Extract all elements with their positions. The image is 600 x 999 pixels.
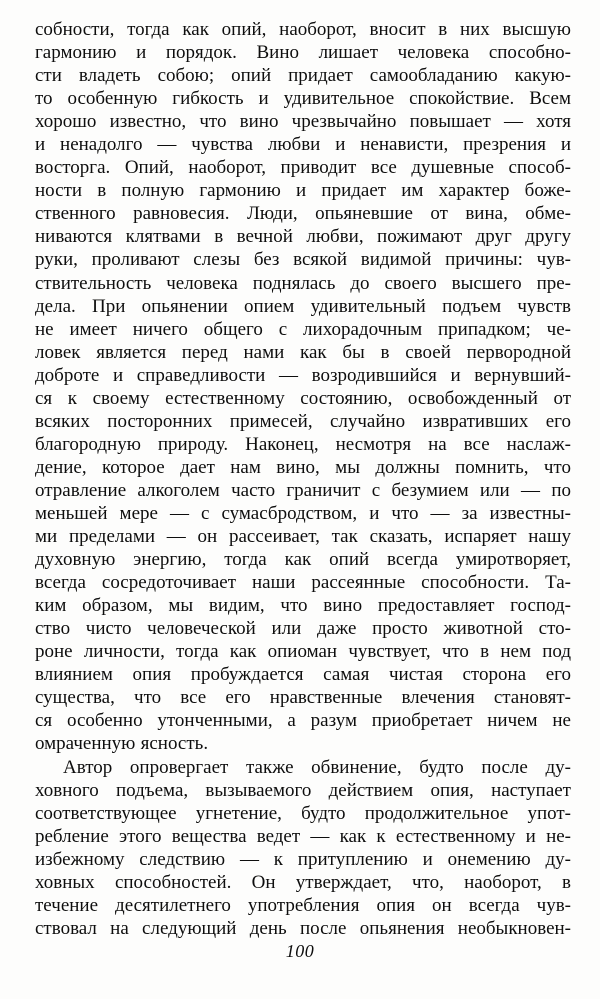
text-line: ким образом, мы видим, что вино предоставляет господ- bbox=[35, 595, 571, 617]
text-line: собности, тогда как опий, наоборот, вносит в них высшую bbox=[35, 19, 571, 40]
text-line: духовную энергию, тогда как опий всегда умиротворяет, bbox=[35, 549, 571, 571]
text-line: соответствующее угнетение, будто продолжительное упот- bbox=[35, 802, 571, 824]
text-line: ловек является перед нами как бы в своей первородной bbox=[35, 341, 571, 363]
text-line: ственного равновесия. Люди, опьяневшие от вина, обме- bbox=[35, 203, 571, 225]
text-line: руки, проливают слезы без всякой видимой причины: чув- bbox=[35, 249, 571, 271]
text-line: ниваются клятвами в вечной любви, пожимают друг другу bbox=[35, 226, 571, 248]
paragraph bbox=[35, 18, 571, 756]
text-line: и ненадолго — чувства любви и ненависти, презрения и bbox=[35, 134, 571, 156]
text-line: сти владеть собою; опий придает самообладанию какую- bbox=[35, 65, 571, 87]
text-line: дение, которое дает нам вино, мы должны помнить, что bbox=[35, 456, 571, 478]
text-line: меньшей мере — с сумасбродством, и что — за известны- bbox=[35, 502, 571, 524]
text-line: течение десятилетнего употребления опия он всегда чув- bbox=[35, 894, 571, 916]
text-line: то особенную гибкость и удивительное спокойствие. Всем bbox=[35, 88, 571, 110]
text-line: не имеет ничего общего с лихорадочным припадком; че- bbox=[35, 318, 571, 340]
text-line: ребление этого вещества ведет — как к естественному и не- bbox=[35, 825, 571, 847]
text-line: ство чисто человеческой или даже просто животной сто- bbox=[35, 618, 571, 640]
text-line: доброте и справедливости — возродившийся и вернувший- bbox=[35, 364, 571, 386]
text-line: ся особенно утонченными, а разум приобретает ничем не bbox=[35, 710, 571, 732]
text-line: ся к своему естественному состоянию, освобожденный от bbox=[35, 387, 571, 409]
text-line: омраченную ясность. bbox=[35, 733, 209, 755]
text-line: ховных способностей. Он утверждает, что, наоборот, в bbox=[35, 871, 571, 893]
text-line: ховного подъема, вызываемого действием опия, наступает bbox=[35, 779, 571, 801]
text-line: хорошо известно, что вино чрезвычайно повышает — хотя bbox=[35, 111, 571, 133]
text-line: ности в полную гармонию и придает им характер боже- bbox=[35, 180, 571, 202]
text-line: благородную природу. Наконец, несмотря на все наслаж- bbox=[35, 433, 571, 455]
text-line: Автор опровергает также обвинение, будто после ду- bbox=[63, 756, 571, 778]
text-block bbox=[35, 18, 571, 940]
text-line: избежному следствию — к притуплению и онемению ду- bbox=[35, 848, 571, 870]
text-line: ствительность человека поднялась до своего высшего пре- bbox=[35, 272, 571, 294]
text-line: влиянием опия пробуждается самая чистая сторона его bbox=[35, 664, 571, 686]
page-number: 100 bbox=[285, 941, 315, 961]
paragraph bbox=[35, 756, 571, 940]
text-line: отравление алкоголем часто граничит с безумием или — по bbox=[35, 479, 571, 501]
text-line: ми пределами — он рассеивает, так сказать, испаряет нашу bbox=[35, 526, 571, 548]
text-line: существа, что все его нравственные влечения становят- bbox=[35, 687, 571, 709]
text-line: всяких посторонних примесей, случайно извративших его bbox=[35, 410, 571, 432]
text-line: ствовал на следующий день после опьянения необыкновен- bbox=[35, 917, 571, 939]
text-line: восторга. Опий, наоборот, приводит все душевные способ- bbox=[35, 157, 571, 179]
text-line: роне личности, тогда как опиоман чувствует, что в нем под bbox=[35, 641, 571, 663]
text-line: гармонию и порядок. Вино лишает человека способно- bbox=[35, 42, 571, 64]
text-line: всегда сосредоточивает наши рассеянные способности. Та- bbox=[35, 572, 571, 594]
text-line: дела. При опьянении опием удивительный подъем чувств bbox=[35, 295, 571, 317]
